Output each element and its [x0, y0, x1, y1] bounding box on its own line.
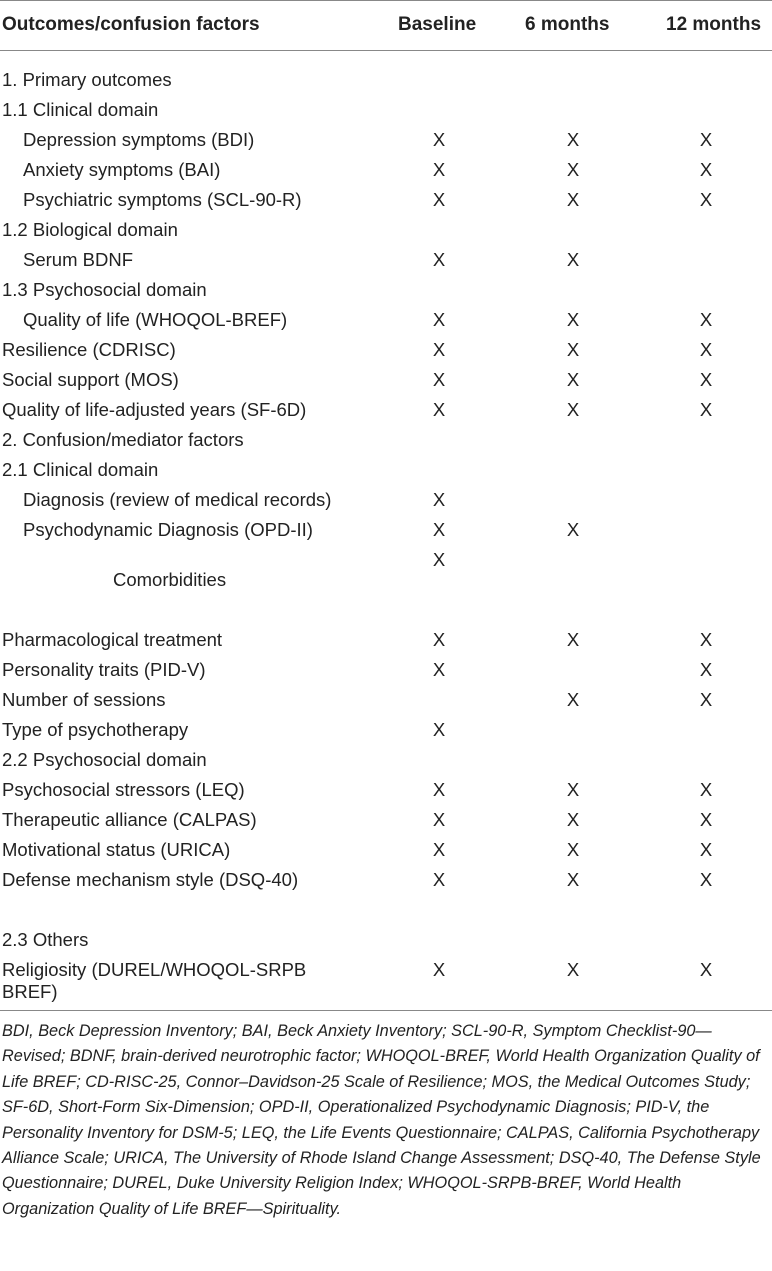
baseline-cell: X: [432, 809, 446, 830]
six-months-cell: [506, 429, 640, 459]
twelve-months-cell: [640, 50, 772, 99]
baseline-cell: X: [432, 549, 446, 570]
twelve-months-cell: [640, 489, 772, 519]
baseline-cell: X: [432, 159, 446, 180]
six-months-cell: [506, 929, 640, 959]
twelve-months-cell: X: [699, 309, 713, 330]
six-months-cell: [506, 219, 640, 249]
baseline-cell: X: [432, 629, 446, 650]
baseline-cell: [372, 899, 506, 929]
twelve-months-cell: X: [699, 189, 713, 210]
row-label: Defense mechanism style (DSQ-40): [2, 869, 299, 890]
baseline-cell: [372, 459, 506, 489]
table-row: [0, 869, 772, 899]
table-row: [0, 689, 772, 719]
six-months-cell: X: [566, 519, 580, 540]
twelve-months-cell: [640, 279, 772, 309]
baseline-cell: X: [432, 249, 446, 270]
header-6-months: 6 months: [525, 14, 610, 35]
twelve-months-cell: X: [699, 659, 713, 680]
table-row: [0, 369, 772, 399]
row-label: Quality of life (WHOQOL-BREF): [23, 309, 288, 330]
row-label: 2.1 Clinical domain: [2, 459, 159, 480]
twelve-months-cell: [640, 429, 772, 459]
twelve-months-cell: [640, 99, 772, 129]
baseline-cell: X: [432, 399, 446, 420]
baseline-cell: X: [432, 719, 446, 740]
table-row: [0, 719, 772, 749]
baseline-cell: X: [432, 519, 446, 540]
six-months-cell: X: [566, 689, 580, 710]
table-row: [0, 839, 772, 869]
table-row: [0, 249, 772, 279]
twelve-months-cell: [640, 519, 772, 549]
table-row: [0, 399, 772, 429]
twelve-months-cell: X: [699, 779, 713, 800]
six-months-cell: [506, 99, 640, 129]
baseline-cell: X: [432, 869, 446, 890]
baseline-cell: X: [432, 129, 446, 150]
baseline-cell: [372, 429, 506, 459]
header-baseline: Baseline: [398, 14, 477, 35]
six-months-cell: [506, 659, 640, 689]
table-row: [0, 779, 772, 809]
twelve-months-cell: X: [699, 629, 713, 650]
table-row: [0, 309, 772, 339]
row-label: 1.3 Psychosocial domain: [2, 279, 207, 300]
six-months-cell: [506, 719, 640, 749]
row-label: Serum BDNF: [23, 249, 133, 270]
row-label: Social support (MOS): [2, 369, 179, 390]
table-row: [0, 659, 772, 689]
twelve-months-cell: X: [699, 129, 713, 150]
table-row: [0, 219, 772, 249]
table-row: [0, 519, 772, 549]
six-months-cell: X: [566, 309, 580, 330]
six-months-cell: X: [566, 339, 580, 360]
header-row: [0, 0, 772, 50]
twelve-months-cell: [640, 749, 772, 779]
row-label: 2.3 Others: [2, 929, 89, 950]
six-months-cell: X: [566, 869, 580, 890]
six-months-cell: [506, 549, 640, 629]
row-label: Depression symptoms (BDI): [23, 129, 255, 150]
twelve-months-cell: X: [699, 809, 713, 830]
twelve-months-cell: [640, 719, 772, 749]
row-label: Quality of life-adjusted years (SF-6D): [2, 399, 307, 420]
baseline-cell: X: [432, 959, 446, 980]
twelve-months-cell: [640, 549, 772, 629]
table-row: [0, 459, 772, 489]
twelve-months-cell: X: [699, 399, 713, 420]
six-months-cell: [506, 749, 640, 779]
baseline-cell: X: [432, 309, 446, 330]
six-months-cell: X: [566, 189, 580, 210]
six-months-cell: X: [566, 629, 580, 650]
row-label: 1.1 Clinical domain: [2, 99, 159, 120]
row-label: Resilience (CDRISC): [2, 339, 176, 360]
twelve-months-cell: X: [699, 839, 713, 860]
six-months-cell: [506, 459, 640, 489]
baseline-cell: X: [432, 779, 446, 800]
row-label: Motivational status (URICA): [2, 839, 231, 860]
baseline-cell: X: [432, 659, 446, 680]
baseline-cell: X: [432, 189, 446, 210]
twelve-months-cell: X: [699, 689, 713, 710]
twelve-months-cell: [640, 929, 772, 959]
six-months-cell: X: [566, 959, 580, 980]
six-months-cell: [506, 899, 640, 929]
row-label: Comorbidities: [113, 569, 227, 590]
table-row: [0, 749, 772, 779]
twelve-months-cell: X: [699, 339, 713, 360]
twelve-months-cell: X: [699, 869, 713, 890]
table-row: [0, 129, 772, 159]
baseline-cell: [372, 929, 506, 959]
twelve-months-cell: X: [699, 159, 713, 180]
table-row: [0, 549, 772, 629]
table-row: [0, 279, 772, 309]
baseline-cell: [372, 279, 506, 309]
row-label: Number of sessions: [2, 689, 166, 710]
baseline-cell: X: [432, 489, 446, 510]
six-months-cell: X: [566, 369, 580, 390]
row-label: Pharmacological treatment: [2, 629, 223, 650]
row-label: 1.2 Biological domain: [2, 219, 178, 240]
twelve-months-cell: [640, 899, 772, 929]
bottom-rule: [0, 1010, 772, 1011]
table-row: [0, 159, 772, 189]
baseline-cell: X: [432, 339, 446, 360]
table-row: [0, 189, 772, 219]
twelve-months-cell: [640, 219, 772, 249]
six-months-cell: X: [566, 249, 580, 270]
row-label: Anxiety symptoms (BAI): [23, 159, 221, 180]
row-label: Psychodynamic Diagnosis (OPD-II): [23, 519, 313, 540]
row-label: 2. Confusion/mediator factors: [2, 429, 244, 450]
six-months-cell: X: [566, 839, 580, 860]
six-months-cell: [506, 489, 640, 519]
row-label: Religiosity (DUREL/WHOQOL-SRPB BREF): [2, 959, 307, 1002]
header-outcomes: Outcomes/confusion factors: [2, 14, 260, 35]
row-label: Therapeutic alliance (CALPAS): [2, 809, 257, 830]
row-label: Psychosocial stressors (LEQ): [2, 779, 245, 800]
baseline-cell: [372, 99, 506, 129]
twelve-months-cell: X: [699, 369, 713, 390]
table-row: [0, 339, 772, 369]
row-label: Diagnosis (review of medical records): [23, 489, 332, 510]
six-months-cell: X: [566, 779, 580, 800]
table-row: [0, 899, 772, 929]
baseline-cell: [372, 219, 506, 249]
six-months-cell: [506, 50, 640, 99]
baseline-cell: X: [432, 839, 446, 860]
row-label: 1. Primary outcomes: [2, 69, 172, 90]
six-months-cell: [506, 279, 640, 309]
table-row: [0, 929, 772, 959]
twelve-months-cell: [640, 249, 772, 279]
table-row: [0, 489, 772, 519]
table-row: [0, 429, 772, 459]
row-label: Type of psychotherapy: [2, 719, 189, 740]
six-months-cell: X: [566, 399, 580, 420]
baseline-cell: [372, 50, 506, 99]
baseline-cell: [372, 689, 506, 719]
table-row: [0, 809, 772, 839]
row-label: [0, 899, 372, 929]
baseline-cell: [372, 749, 506, 779]
six-months-cell: X: [566, 129, 580, 150]
row-label: Personality traits (PID-V): [2, 659, 206, 680]
twelve-months-cell: [640, 459, 772, 489]
table-row: [0, 50, 772, 99]
row-label: Psychiatric symptoms (SCL-90-R): [23, 189, 302, 210]
row-label: 2.2 Psychosocial domain: [2, 749, 207, 770]
six-months-cell: X: [566, 159, 580, 180]
table-row: [0, 99, 772, 129]
footnote: BDI, Beck Depression Inventory; BAI, Beck Anxiety Inventory; SCL-90-R, Symptom Checklist-90—Revised; BDNF, brain-derived neurotrophic factor; WHOQOL-BREF, World Health Organization Quality of Life BREF; CD-RISC-25, Connor–Davidson-25 Scale of Resilience; MOS, the Medical Outcomes Study; SF-6D, Short-Form Six-Dimension; OPD-II, Operationalized Psychodynamic Diagnosis; PID-V, the Personality Inventory for DSM-5; LEQ, the Life Events Questionnaire; CALPAS, California Psychotherapy Alliance Scale; URICA, The University of Rhode Island Change Assessment; DSQ-40, The Defense Style Questionnaire; DUREL, Duke University Religion Index; WHOQOL-SRPB-BREF, World Health Organization Quality of Life BREF—Spirituality.: [2, 1022, 761, 1218]
table-row: [0, 629, 772, 659]
six-months-cell: X: [566, 809, 580, 830]
header-12-months: 12 months: [666, 14, 762, 35]
twelve-months-cell: X: [699, 959, 713, 980]
baseline-cell: X: [432, 369, 446, 390]
